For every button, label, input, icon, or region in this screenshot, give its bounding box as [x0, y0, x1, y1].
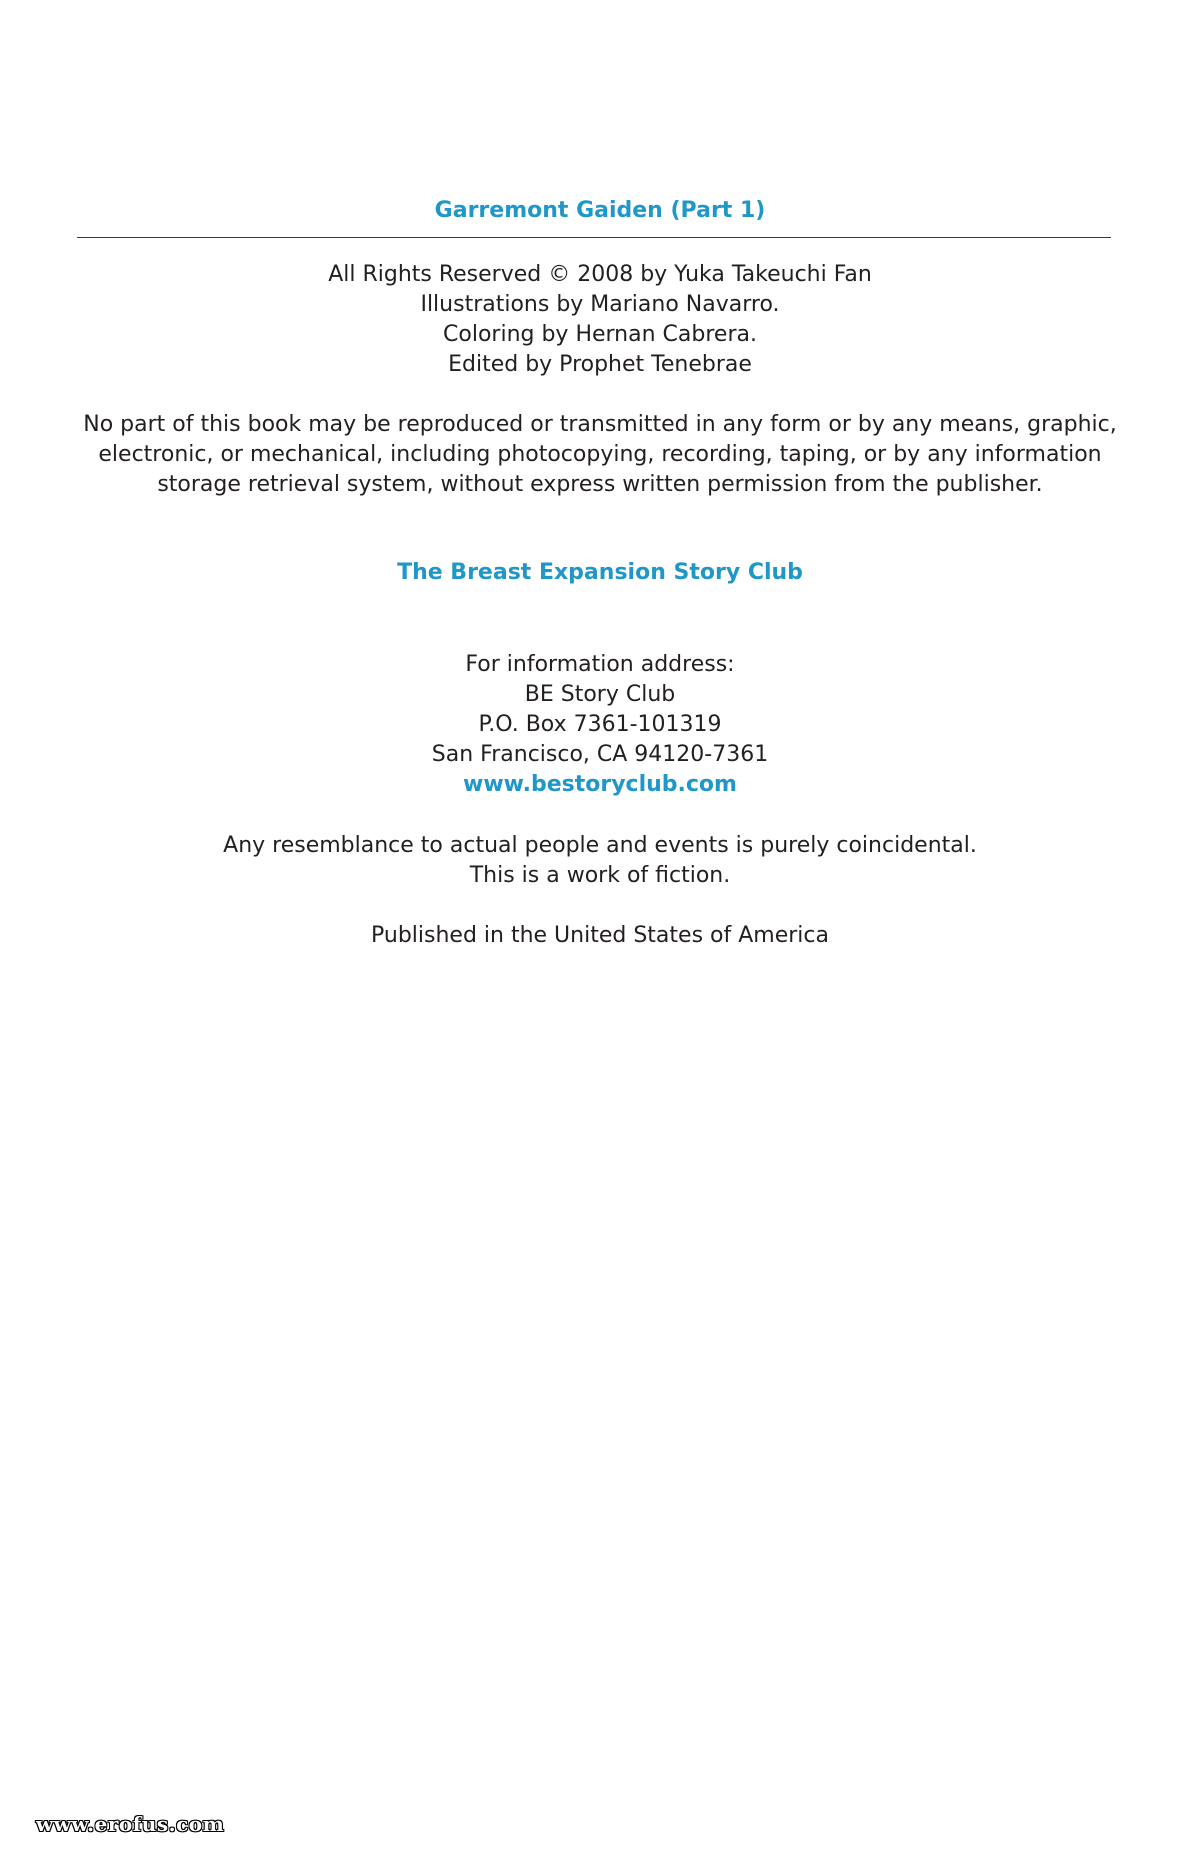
address-line-pobox: P.O. Box 7361-101319 — [478, 712, 722, 737]
address-line-org: BE Story Club — [524, 682, 676, 707]
legal-line: electronic, or mechanical, including photocopying, recording, taping, or by any information — [98, 442, 1102, 467]
published-line: Published in the United States of America — [371, 923, 829, 948]
legal-notice — [0, 410, 1200, 500]
fiction-disclaimer — [0, 831, 1200, 891]
address-block — [0, 650, 1200, 800]
address-line-intro: For information address: — [465, 652, 735, 677]
credits-block — [0, 260, 1200, 380]
legal-line: storage retrieval system, without express written permission from the publisher. — [157, 472, 1043, 497]
address-line-city: San Francisco, CA 94120-7361 — [431, 742, 769, 767]
credit-line-editor: Edited by Prophet Tenebrae — [448, 352, 752, 377]
credit-line-illustrations: Illustrations by Mariano Navarro. — [420, 292, 780, 317]
website-link[interactable]: www.bestoryclub.com — [463, 772, 737, 797]
credit-line-coloring: Coloring by Hernan Cabrera. — [443, 322, 757, 347]
disclaimer-line: This is a work of fiction. — [469, 863, 731, 888]
publisher-name: The Breast Expansion Story Club — [397, 560, 803, 585]
credit-line-copyright: All Rights Reserved © 2008 by Yuka Takeuchi Fan — [328, 262, 872, 287]
book-title: Garremont Gaiden (Part 1) — [434, 198, 766, 223]
publication-country — [0, 921, 1200, 951]
title-divider — [77, 237, 1111, 238]
site-watermark: www.erofus.com — [36, 1812, 225, 1836]
legal-line: No part of this book may be reproduced or transmitted in any form or by any means, graphic, — [83, 412, 1117, 437]
disclaimer-line: Any resemblance to actual people and events is purely coincidental. — [223, 833, 977, 858]
